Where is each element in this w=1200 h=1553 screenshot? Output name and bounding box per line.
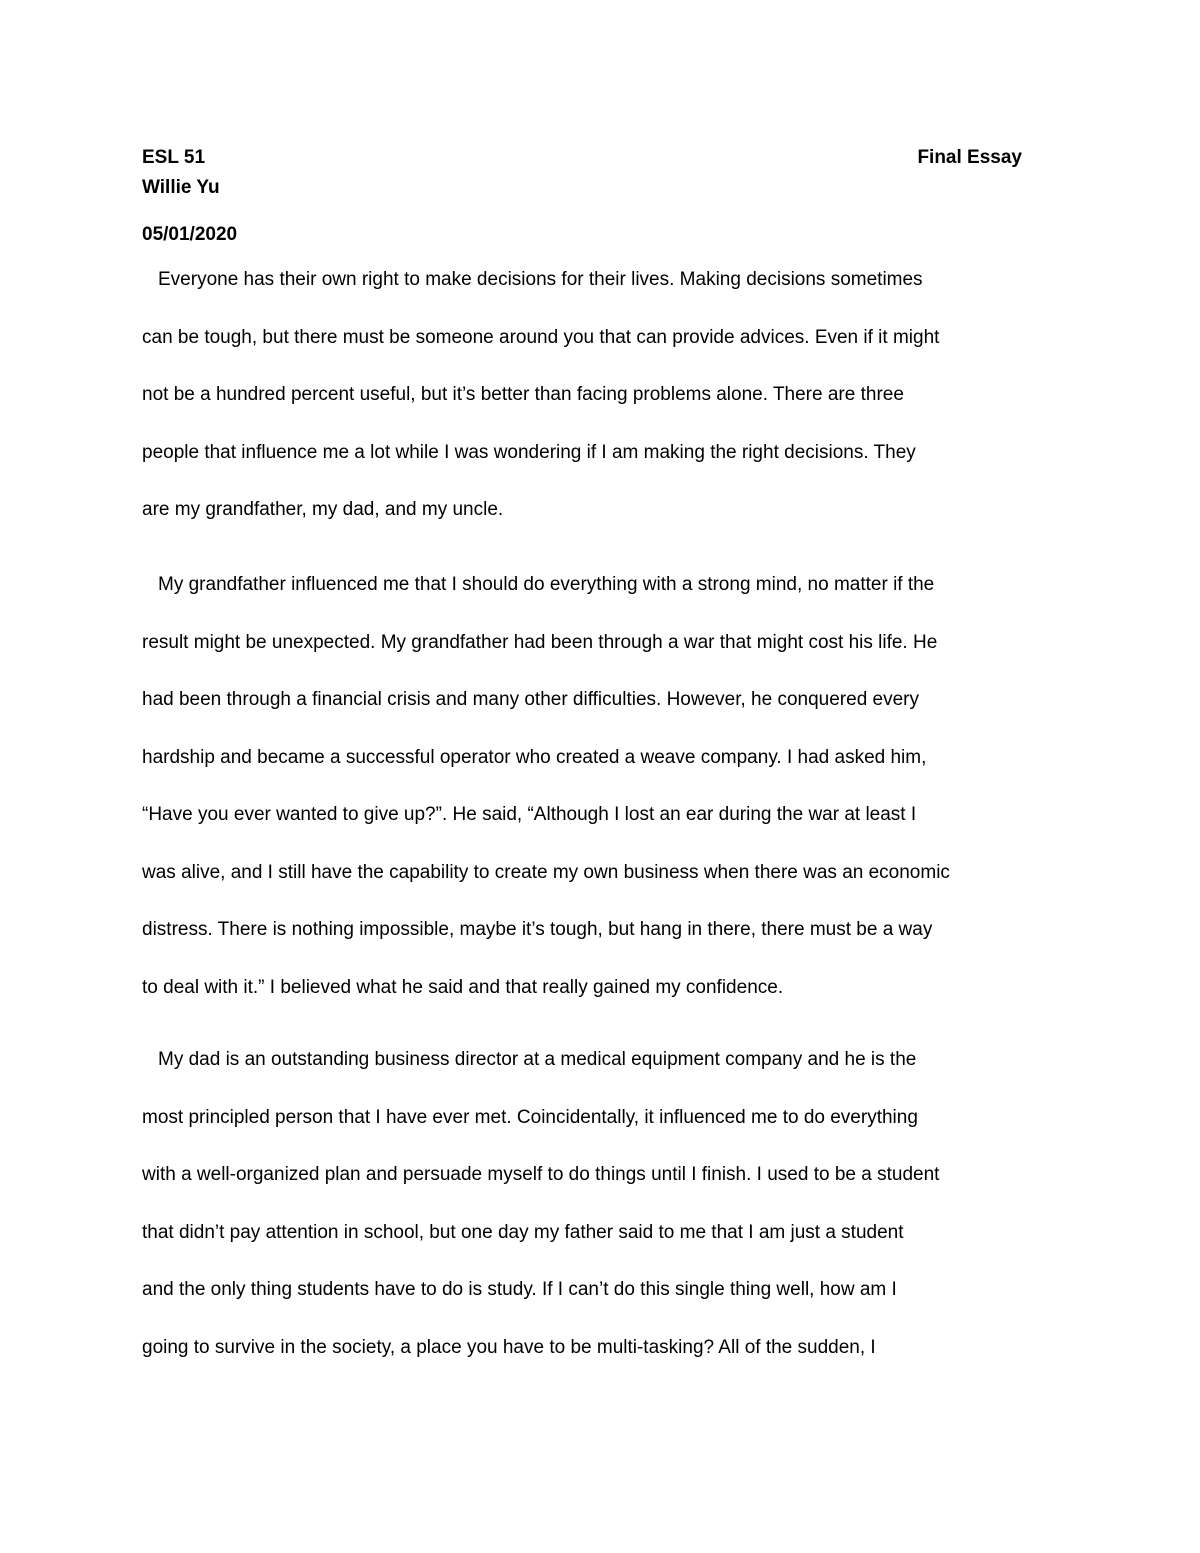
course-name: ESL 51	[142, 147, 206, 168]
text-line: “Have you ever wanted to give up?”. He said, “Although I lost an ear during the war at least I	[142, 804, 917, 825]
text-line: was alive, and I still have the capability to create my own business when there was an economic	[142, 861, 950, 883]
paragraph-intro	[142, 265, 1062, 553]
text-line: result might be unexpected. My grandfather had been through a war that might cost his life. He	[142, 631, 938, 653]
text-line: hardship and became a successful operator who created a weave company. I had asked him,	[142, 746, 927, 768]
text-line: with a well-organized plan and persuade myself to do things until I finish. I used to be a student	[142, 1164, 940, 1185]
text-line: people that influence me a lot while I was wondering if I am making the right decisions. They	[142, 441, 916, 463]
text-line: Everyone has their own right to make decisions for their lives. Making decisions sometimes	[158, 269, 923, 290]
text-line: My dad is an outstanding business director at a medical equipment company and he is the	[158, 1049, 917, 1070]
text-line: most principled person that I have ever met. Coincidentally, it influenced me to do everything	[142, 1106, 918, 1128]
paragraph-dad	[142, 1045, 1062, 1390]
header-row	[142, 143, 1022, 173]
text-line: can be tough, but there must be someone around you that can provide advices. Even if it might	[142, 326, 940, 348]
text-line: that didn’t pay attention in school, but one day my father said to me that I am just a student	[142, 1221, 904, 1243]
text-line: are my grandfather, my dad, and my uncle.	[142, 499, 504, 520]
text-line: had been through a financial crisis and many other difficulties. However, he conquered every	[142, 689, 919, 710]
paragraph-grandfather	[142, 570, 1062, 1030]
author-name: Willie Yu	[142, 177, 220, 198]
text-line: distress. There is nothing impossible, maybe it’s tough, but hang in there, there must be a way	[142, 919, 933, 940]
text-line: My grandfather influenced me that I should do everything with a strong mind, no matter if the	[158, 574, 935, 595]
text-line: and the only thing students have to do is study. If I can’t do this single thing well, how am I	[142, 1279, 897, 1300]
text-line: not be a hundred percent useful, but it’s better than facing problems alone. There are three	[142, 384, 904, 405]
document-type: Final Essay	[917, 147, 1022, 168]
text-line: to deal with it.” I believed what he said and that really gained my confidence.	[142, 976, 784, 998]
essay-date: 05/01/2020	[142, 224, 238, 245]
text-line: going to survive in the society, a place you have to be multi-tasking? All of the sudden, I	[142, 1336, 876, 1358]
